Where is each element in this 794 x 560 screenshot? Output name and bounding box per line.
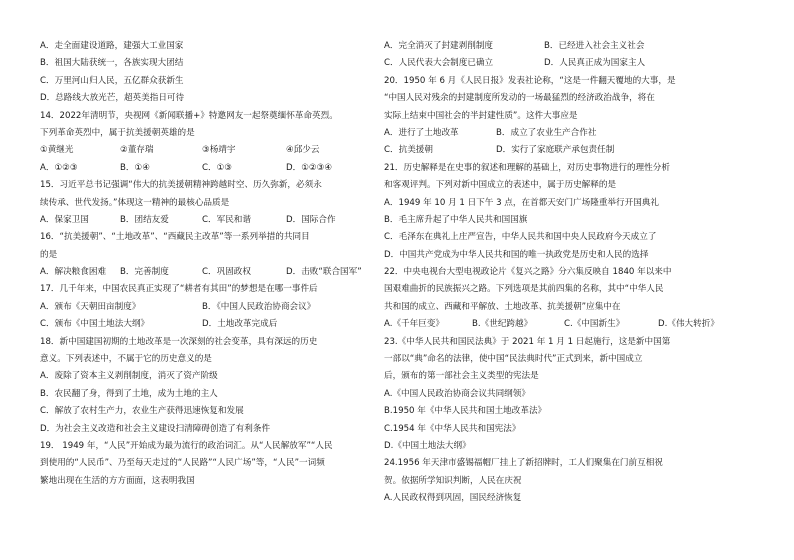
q15-stem-line1: 15．习近平总书记强调“伟大的抗美援朝精神跨越时空、历久弥新，必须永	[40, 180, 322, 191]
q17-option-a: A．颁布《天朝田亩制度》	[40, 301, 141, 312]
q19-option-b: B．已经进入社会主义社会	[544, 41, 645, 51]
q14-item: ④邱少云	[286, 145, 320, 156]
q14-stem-line2: 下列革命英烈中，属于抗美援朝英雄的是	[40, 127, 195, 138]
q18-stem-line2: 意义。下列表述中，不属于它的历史意义的是	[40, 354, 212, 365]
q22-option: A.《千年巨变》	[384, 319, 445, 330]
q17-options-row2	[40, 316, 380, 333]
q20-option-c: C．抗美援朝	[384, 145, 433, 156]
q23-stem-line2: 一部以“典”命名的法律，使中国“民法典时代”正式到来，新中国成立	[384, 354, 643, 365]
q14-options	[40, 160, 380, 177]
q16-stem-line2: 的是	[40, 249, 58, 260]
q18-stem-line1: 18．新中国建国初期的土地改革是一次深刻的社会变革，具有深远的历史	[40, 336, 318, 347]
q22-stem-line2: 国艰难曲折的民族振兴之路。下列选项是其前四集的名称，其中“中华人民	[384, 284, 664, 295]
q19-option-c: C．人民代表大会制度已确立	[384, 58, 494, 69]
q24-stem-line1: 24.1956 年天津市盛锡福帽厂挂上了新招牌时，工人们聚集在门前互相祝	[384, 458, 663, 469]
q17-option-b: B．《中国人民政治协商会议》	[202, 301, 316, 312]
q21-stem-line1: 21．历史解释是在史事的叙述和理解的基础上，对历史事物进行的理性分析	[384, 162, 670, 173]
q14-option: C．①③	[202, 162, 233, 173]
q21-option-d: D．中国共产党成为中华人民共和国的唯一执政党是历史和人民的选择	[384, 249, 649, 260]
q22-option: D.《伟大转折》	[658, 319, 719, 330]
q20-stem-line3: 实际上结束中国社会的半封建性质”。这件大事应是	[384, 110, 578, 121]
q20-options-row2	[384, 142, 760, 159]
q21-option-c: C．毛泽东在典礼上庄严宣告，中华人民共和国中央人民政府今天成立了	[384, 232, 657, 243]
q13-option-d: D．总路线大放光芒，超英美指日可待	[40, 93, 185, 104]
q17-options-row1	[40, 299, 380, 316]
q14-stem-line1: 14．2022年清明节，央视网《新闻联播+》特邀网友一起祭奠缅怀革命英烈。	[40, 110, 338, 121]
q17-option-c: C．颁布《中国土地法大纲》	[40, 319, 150, 330]
q17-option-d: D．土地改革完成后	[202, 319, 278, 330]
q23-option-a: A.《中国人民政治协商会议共同纲领》	[384, 388, 530, 399]
q16-option: A．解决粮食困难	[40, 267, 107, 278]
q19-options-row1	[384, 38, 760, 55]
q19-options-row2	[384, 55, 760, 72]
q20-option-a: A．进行了土地改革	[384, 127, 459, 138]
q13-option-b: B．祖国大陆获统一，各族实现大团结	[40, 58, 184, 69]
q19-stem-line2: 到使用的“人民币”、乃至每天走过的“人民路”“人民广场”等，“人民”一词频	[40, 458, 325, 469]
q16-option: B．完善制度	[120, 267, 169, 278]
q15-option: B．团结友爱	[120, 214, 169, 225]
q20-option-b: B．成立了农业生产合作社	[496, 127, 597, 138]
q19-stem-line3: 繁地出现在生活的方方面面，这表明我国	[40, 475, 195, 486]
q14-items	[40, 142, 380, 159]
q22-stem-line3: 共和国的成立、西藏和平解放、土地改革、抗美援朝”应集中在	[384, 301, 621, 312]
q15-options	[40, 212, 380, 229]
q20-stem-line1: 20．1950 年 6 月《人民日报》发表社论称，“这是一件翻天覆地的大事，是	[384, 75, 676, 86]
q22-option: C.《中国新生》	[564, 319, 625, 330]
q13-option-c: C．万里河山归人民，五亿群众获新生	[40, 75, 184, 86]
q18-option-c: C．解放了农村生产力，农业生产获得迅速恢复和发展	[40, 406, 244, 417]
q16-options	[40, 264, 380, 281]
q16-stem-line1: 16．“抗美援朝”、“土地改革”、“西藏民主改革”等一系列举措的共同目	[40, 232, 310, 243]
q16-option: D．击败“联合国军”	[286, 267, 362, 278]
q19-option-a: A．完全消灭了封建剥削制度	[384, 41, 494, 51]
q23-option-d: D.《中国土地法大纲》	[384, 440, 471, 451]
q20-options-row1	[384, 125, 760, 142]
q14-item: ②董存瑞	[120, 145, 154, 156]
q15-stem-line2: 续传承、世代发扬。”体现这一精神的最核心品质是	[40, 197, 230, 208]
q15-option: D．国际合作	[286, 214, 336, 225]
q24-option-a: A.人民政权得到巩固，国民经济恢复	[384, 493, 522, 504]
q15-option: A．保家卫国	[40, 214, 89, 225]
q19-stem-line1: 19． 1949 年，“人民”开始成为最为流行的政治词汇。从“人民解放军”“人民	[40, 440, 333, 451]
q23-option-b: B.1950 年《中华人民共和国土地改革法》	[384, 406, 547, 417]
q14-item: ①黄继光	[40, 145, 74, 156]
q20-stem-line2: “中国人民对残余的封建制度所发动的一场最猛烈的经济政治战争，将在	[384, 93, 655, 104]
q16-option: C．巩固政权	[202, 267, 251, 278]
q23-stem-line3: 后，颁布的第一部社会主义类型的宪法是	[384, 371, 539, 382]
q22-stem-line1: 22．中央电视台大型电视政论片《复兴之路》分六集反映自 1840 年以来中	[384, 267, 672, 278]
q21-option-b: B．毛主席升起了中华人民共和国国旗	[384, 214, 528, 225]
q14-option: A．①②③	[40, 162, 78, 173]
q23-stem-line1: 23.《中华人民共和国民法典》于 2021 年 1 月 1 日起施行，这是新中国第	[384, 336, 671, 347]
q22-option: B.《世纪跨越》	[472, 319, 533, 330]
left-column	[40, 38, 380, 490]
right-column	[384, 38, 760, 508]
q15-option: C．军民和谐	[202, 214, 251, 225]
q14-item: ③杨靖宇	[202, 145, 236, 156]
q18-option-b: B．农民翻了身，得到了土地，成为土地的主人	[40, 388, 218, 399]
q18-option-a: A．废除了资本主义剥削制度，消灭了资产阶级	[40, 371, 218, 382]
q14-option: B．①④	[120, 162, 150, 173]
q23-option-c: C.1954 年《中华人民共和国宪法》	[384, 423, 521, 434]
q17-stem: 17．几千年来，中国农民真正实现了“耕者有其田”的梦想是在哪一事件后	[40, 284, 318, 295]
q21-stem-line2: 和客观评判。下列对新中国成立的表述中，属于历史解释的是	[384, 180, 617, 191]
q13-option-a: A．走全面建设道路，建强大工业国家	[40, 41, 184, 51]
q21-option-a: A．1949 年 10 月 1 日下午 3 点，在首都天安门广场隆重举行开国典礼	[384, 197, 659, 208]
q14-option: D．①②③④	[286, 162, 333, 173]
q24-stem-line2: 贺。依据所学知识判断，人民在庆祝	[384, 475, 522, 486]
q20-option-d: D．实行了家庭联产承包责任制	[496, 145, 615, 156]
q18-option-d: D．为社会主义改造和社会主义建设扫清障碍创造了有利条件	[40, 423, 271, 434]
q19-option-d: D．人民真正成为国家主人	[544, 58, 646, 69]
q22-options	[384, 316, 760, 333]
